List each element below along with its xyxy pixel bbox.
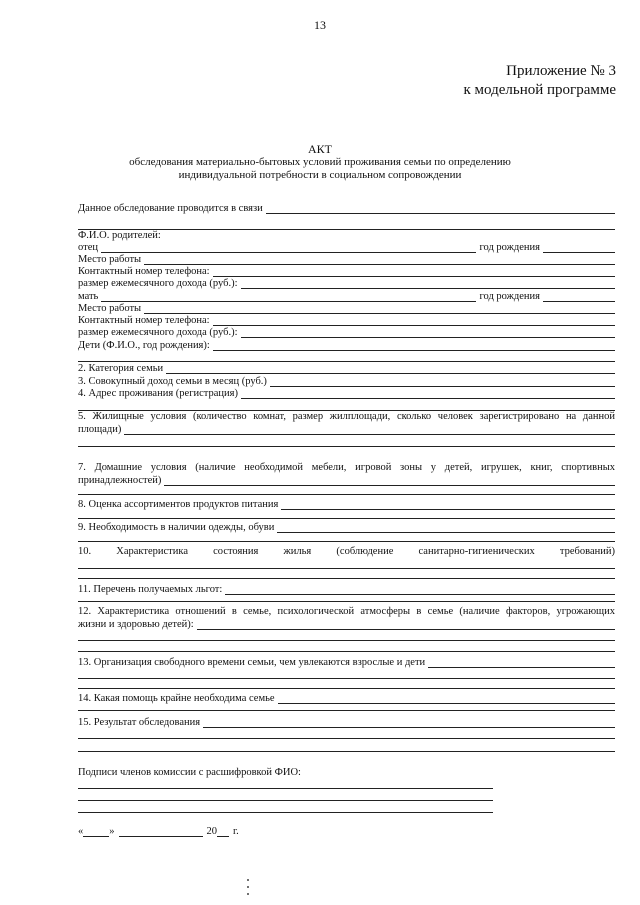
phone-label: Контактный номер телефона: bbox=[78, 315, 210, 326]
scan-mark bbox=[247, 893, 249, 895]
date-close-quote: » bbox=[109, 826, 115, 837]
blank-line[interactable] bbox=[78, 751, 615, 752]
reason-field[interactable] bbox=[266, 203, 615, 214]
year-field[interactable] bbox=[217, 826, 229, 837]
father-birth-year-field[interactable] bbox=[543, 242, 615, 253]
home-conditions-field[interactable] bbox=[164, 475, 615, 486]
year-suffix: г. bbox=[233, 826, 239, 837]
blank-line[interactable] bbox=[78, 738, 615, 739]
signatures-label: Подписи членов комиссии с расшифровкой ФИО: bbox=[78, 767, 301, 778]
income-label: размер ежемесячного дохода (руб.): bbox=[78, 278, 238, 289]
children-label: Дети (Ф.И.О., год рождения): bbox=[78, 340, 210, 351]
page-number: 13 bbox=[314, 18, 326, 32]
father-phone-field[interactable] bbox=[213, 266, 615, 277]
blank-line[interactable] bbox=[78, 446, 615, 447]
signature-line[interactable] bbox=[78, 788, 493, 789]
blank-line[interactable] bbox=[78, 688, 615, 689]
family-income-field[interactable] bbox=[270, 376, 615, 387]
title-line-1: обследования материально-бытовых условий проживания семьи по определению bbox=[129, 156, 511, 168]
document-title bbox=[0, 143, 640, 182]
blank-line[interactable] bbox=[78, 601, 615, 602]
section-12-row bbox=[78, 618, 615, 631]
appendix-line-2: к модельной программе bbox=[463, 82, 616, 98]
leisure-row bbox=[78, 656, 615, 669]
children-row bbox=[78, 339, 615, 352]
income-label: размер ежемесячного дохода (руб.): bbox=[78, 327, 238, 338]
section-8-label: 8. Оценка ассортиментов продуктов питания bbox=[78, 499, 279, 510]
help-needed-row bbox=[78, 692, 615, 705]
clothing-field[interactable] bbox=[277, 522, 615, 533]
section-10-label: 10. Характеристика состояния жилья (соблюдение санитарно-гигиенических требований) bbox=[78, 546, 615, 557]
father-workplace-field[interactable] bbox=[144, 254, 615, 265]
year-prefix: 20 bbox=[206, 826, 217, 837]
reason-row bbox=[78, 202, 615, 215]
children-field[interactable] bbox=[213, 340, 615, 351]
workplace-label: Место работы bbox=[78, 254, 142, 265]
section-15-label: 15. Результат обследования bbox=[78, 717, 201, 728]
father-label: отец bbox=[78, 242, 98, 253]
father-birth-year-label: год рождения bbox=[479, 242, 540, 253]
father-name-field[interactable] bbox=[101, 242, 476, 253]
scan-mark bbox=[247, 879, 249, 881]
signature-line[interactable] bbox=[78, 812, 493, 813]
leisure-field[interactable] bbox=[428, 657, 615, 668]
mother-label: мать bbox=[78, 291, 99, 302]
result-row bbox=[78, 716, 615, 729]
blank-line[interactable] bbox=[78, 678, 615, 679]
section-2-label: 2. Категория семьи bbox=[78, 363, 164, 374]
blank-line[interactable] bbox=[78, 578, 615, 579]
food-field[interactable] bbox=[281, 499, 615, 510]
section-12-line-2: жизни и здоровью детей): bbox=[78, 619, 194, 630]
title-akt: АКТ bbox=[308, 142, 332, 156]
section-3-label: 3. Совокупный доход семьи в месяц (руб.) bbox=[78, 376, 267, 387]
housing-field[interactable] bbox=[124, 424, 615, 435]
scan-mark bbox=[247, 886, 249, 888]
mother-income-row bbox=[78, 326, 615, 339]
signatures-row bbox=[78, 766, 615, 779]
mother-birth-year-field[interactable] bbox=[543, 291, 615, 302]
day-field[interactable] bbox=[83, 826, 109, 837]
date-row bbox=[78, 826, 239, 837]
address-row bbox=[78, 387, 615, 400]
food-row bbox=[78, 498, 615, 511]
workplace-label: Место работы bbox=[78, 303, 142, 314]
appendix-label bbox=[464, 62, 617, 100]
mother-phone-field[interactable] bbox=[213, 315, 615, 326]
blank-line[interactable] bbox=[78, 710, 615, 711]
section-5-row bbox=[78, 423, 615, 436]
father-income-field[interactable] bbox=[241, 278, 615, 289]
father-income-row bbox=[78, 277, 615, 290]
blank-line[interactable] bbox=[78, 494, 615, 495]
mother-birth-year-label: год рождения bbox=[479, 291, 540, 302]
mother-income-field[interactable] bbox=[241, 327, 615, 338]
phone-label: Контактный номер телефона: bbox=[78, 266, 210, 277]
section-11-label: 11. Перечень получаемых льгот: bbox=[78, 584, 223, 595]
section-4-label: 4. Адрес проживания (регистрация) bbox=[78, 388, 238, 399]
section-13-label: 13. Организация свободного времени семьи, чем увлекаются взрослые и дети bbox=[78, 657, 426, 668]
clothing-row bbox=[78, 521, 615, 534]
section-7-row bbox=[78, 474, 615, 487]
section-9-label: 9. Необходимость в наличии одежды, обуви bbox=[78, 522, 275, 533]
blank-line[interactable] bbox=[78, 518, 615, 519]
section-7-line-2: принадлежностей) bbox=[78, 475, 162, 486]
help-needed-field[interactable] bbox=[278, 693, 615, 704]
mother-name-field[interactable] bbox=[101, 291, 476, 302]
section-5-line-2: площади) bbox=[78, 424, 122, 435]
signature-line[interactable] bbox=[78, 800, 493, 801]
reason-label: Данное обследование проводится в связи bbox=[78, 203, 263, 214]
month-field[interactable] bbox=[119, 826, 203, 837]
mother-workplace-field[interactable] bbox=[144, 303, 615, 314]
date-open-quote: « bbox=[78, 826, 84, 837]
section-5-line-1: 5. Жилищные условия (количество комнат, размер жилплощади, сколько человек зарегистрировано на данной bbox=[78, 411, 615, 422]
blank-line[interactable] bbox=[78, 541, 615, 542]
blank-line[interactable] bbox=[78, 640, 615, 641]
section-14-label: 14. Какая помощь крайне необходима семье bbox=[78, 693, 275, 704]
family-category-row bbox=[78, 362, 615, 375]
title-line-2: индивидуальной потребности в социальном сопровождении bbox=[178, 169, 462, 181]
result-field[interactable] bbox=[203, 717, 615, 728]
benefits-field[interactable] bbox=[225, 584, 615, 595]
blank-line[interactable] bbox=[78, 568, 615, 569]
section-12-line-1: 12. Характеристика отношений в семье, психологической атмосферы в семье (наличие факторов, угрожающих bbox=[78, 606, 615, 617]
benefits-row bbox=[78, 583, 615, 596]
family-relations-field[interactable] bbox=[197, 619, 615, 630]
appendix-line-1: Приложение № 3 bbox=[506, 63, 616, 79]
family-category-field[interactable] bbox=[166, 363, 615, 374]
section-7-line-1: 7. Домашние условия (наличие необходимой мебели, игровой зоны у детей, игрушек, книг, спортивных bbox=[78, 462, 615, 473]
blank-line[interactable] bbox=[78, 651, 615, 652]
address-field[interactable] bbox=[241, 388, 615, 399]
parents-label: Ф.И.О. родителей: bbox=[78, 230, 161, 241]
